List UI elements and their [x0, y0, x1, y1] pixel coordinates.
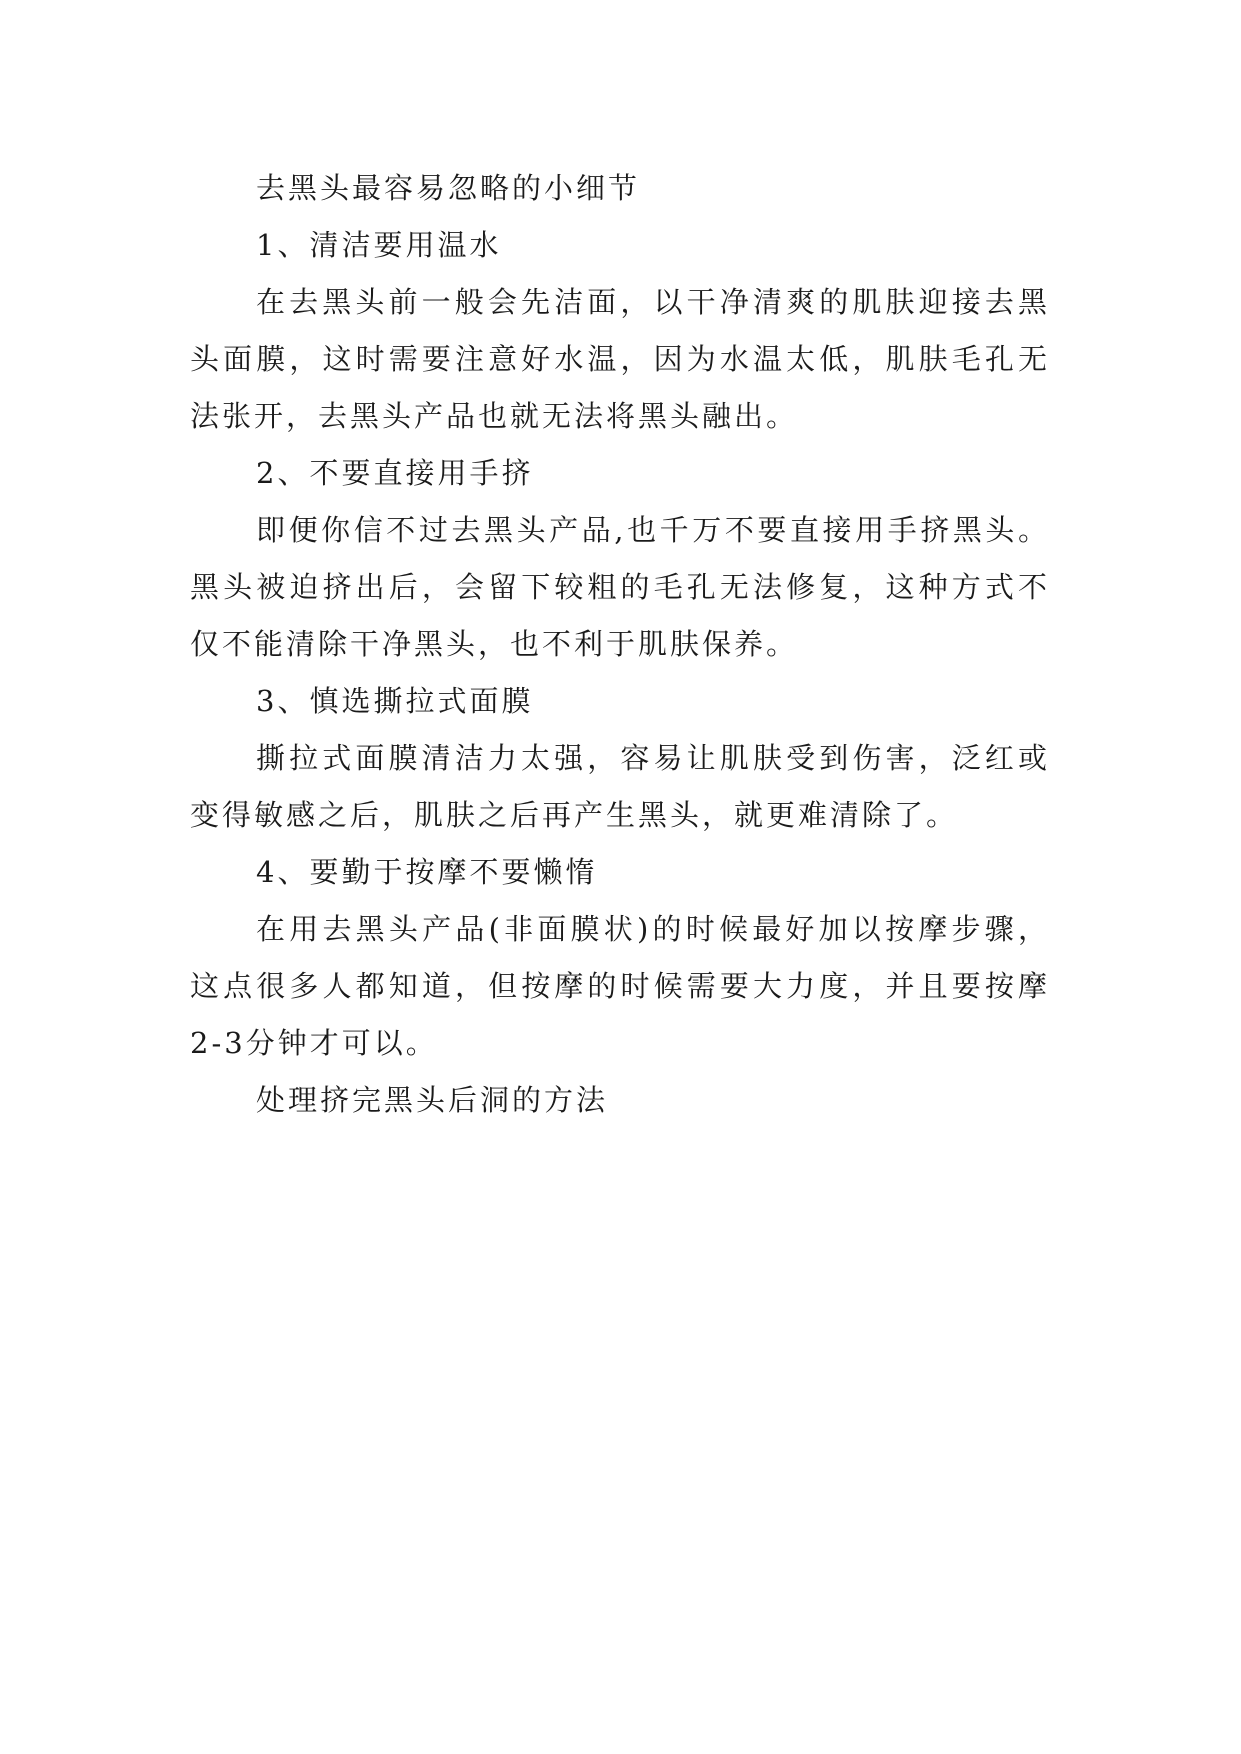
section-heading: 2、不要直接用手挤	[256, 456, 534, 490]
document-title: 去黑头最容易忽略的小细节	[256, 171, 641, 205]
section-paragraph: 即便你信不过去黑头产品,也千万不要直接用手挤黑头。黑头被迫挤出后，会留下较粗的毛孔无法修复，这种方式不仅不能清除干净黑头，也不利于肌肤保养。	[190, 513, 1050, 661]
section-heading: 3、慎选撕拉式面膜	[256, 684, 534, 718]
section-paragraph: 在去黑头前一般会先洁面，以干净清爽的肌肤迎接去黑头面膜，这时需要注意好水温，因为水温太低，肌肤毛孔无法张开，去黑头产品也就无法将黑头融出。	[190, 285, 1050, 433]
document-body	[190, 160, 1050, 1129]
section-paragraph: 在用去黑头产品(非面膜状)的时候最好加以按摩步骤，这点很多人都知道，但按摩的时候需要大力度，并且要按摩2-3分钟才可以。	[190, 912, 1050, 1060]
section-heading: 1、清洁要用温水	[256, 228, 502, 262]
section-paragraph: 撕拉式面膜清洁力太强，容易让肌肤受到伤害，泛红或变得敏感之后，肌肤之后再产生黑头，就更难清除了。	[190, 741, 1050, 832]
closing-heading: 处理挤完黑头后洞的方法	[256, 1083, 609, 1117]
section-heading: 4、要勤于按摩不要懒惰	[256, 855, 598, 889]
